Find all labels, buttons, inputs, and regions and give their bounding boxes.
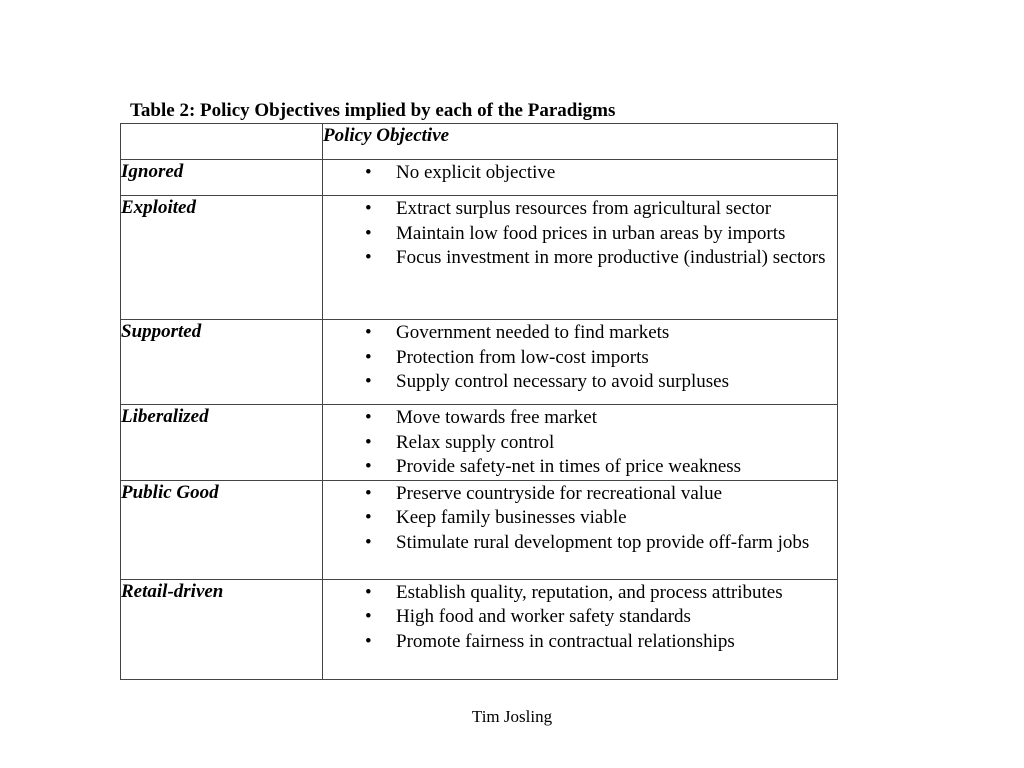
- objectives-cell: [323, 160, 838, 196]
- table-header-row: [121, 124, 838, 160]
- paradigm-liberalized: Liberalized: [121, 405, 323, 481]
- paradigm-ignored: Ignored: [121, 160, 323, 196]
- table-row: [121, 320, 838, 405]
- table-row: [121, 579, 838, 679]
- objective-list: [323, 481, 837, 556]
- objective-item: • High food and worker safety standards: [323, 605, 831, 630]
- paradigm-exploited: Exploited: [121, 196, 323, 320]
- table-row: [121, 196, 838, 320]
- objective-item: • Keep family businesses viable: [323, 506, 831, 531]
- objective-list: [323, 196, 837, 271]
- objective-item: • Stimulate rural development top provide off-farm jobs: [323, 531, 831, 556]
- objective-item: • Preserve countryside for recreational value: [323, 482, 831, 507]
- policy-objectives-table: [120, 123, 838, 680]
- objective-item: • Promote fairness in contractual relationships: [323, 630, 831, 655]
- objective-item: • Maintain low food prices in urban areas by imports: [323, 222, 831, 247]
- objective-list: [323, 405, 837, 480]
- objective-item: • Government needed to find markets: [323, 321, 831, 346]
- paradigm-retail-driven: Retail-driven: [121, 579, 323, 679]
- paradigm-public-good: Public Good: [121, 480, 323, 579]
- objectives-cell: [323, 320, 838, 405]
- table-row: [121, 405, 838, 481]
- objective-list: [323, 320, 837, 395]
- header-policy-objective: Policy Objective: [323, 124, 838, 160]
- table-row: [121, 160, 838, 196]
- objective-item: • Protection from low-cost imports: [323, 346, 831, 371]
- objective-item: • Supply control necessary to avoid surpluses: [323, 370, 831, 395]
- table-title: Table 2: Policy Objectives implied by each of the Paradigms: [130, 100, 616, 121]
- table-row: [121, 480, 838, 579]
- objective-item: • Extract surplus resources from agricultural sector: [323, 197, 831, 222]
- header-paradigm-cell: [121, 124, 323, 160]
- objective-item: • Provide safety-net in times of price weakness: [323, 455, 831, 480]
- objective-item: • Focus investment in more productive (industrial) sectors: [323, 246, 831, 271]
- objectives-cell: [323, 196, 838, 320]
- objective-item: • Establish quality, reputation, and process attributes: [323, 581, 831, 606]
- objectives-cell: [323, 405, 838, 481]
- objective-item: • No explicit objective: [323, 161, 831, 186]
- objective-list: [323, 580, 837, 655]
- page-footer-author: Tim Josling: [471, 707, 553, 726]
- objective-list: [323, 160, 837, 186]
- paradigm-supported: Supported: [121, 320, 323, 405]
- objectives-cell: [323, 579, 838, 679]
- objective-item: • Relax supply control: [323, 431, 831, 456]
- objectives-cell: [323, 480, 838, 579]
- objective-item: • Move towards free market: [323, 406, 831, 431]
